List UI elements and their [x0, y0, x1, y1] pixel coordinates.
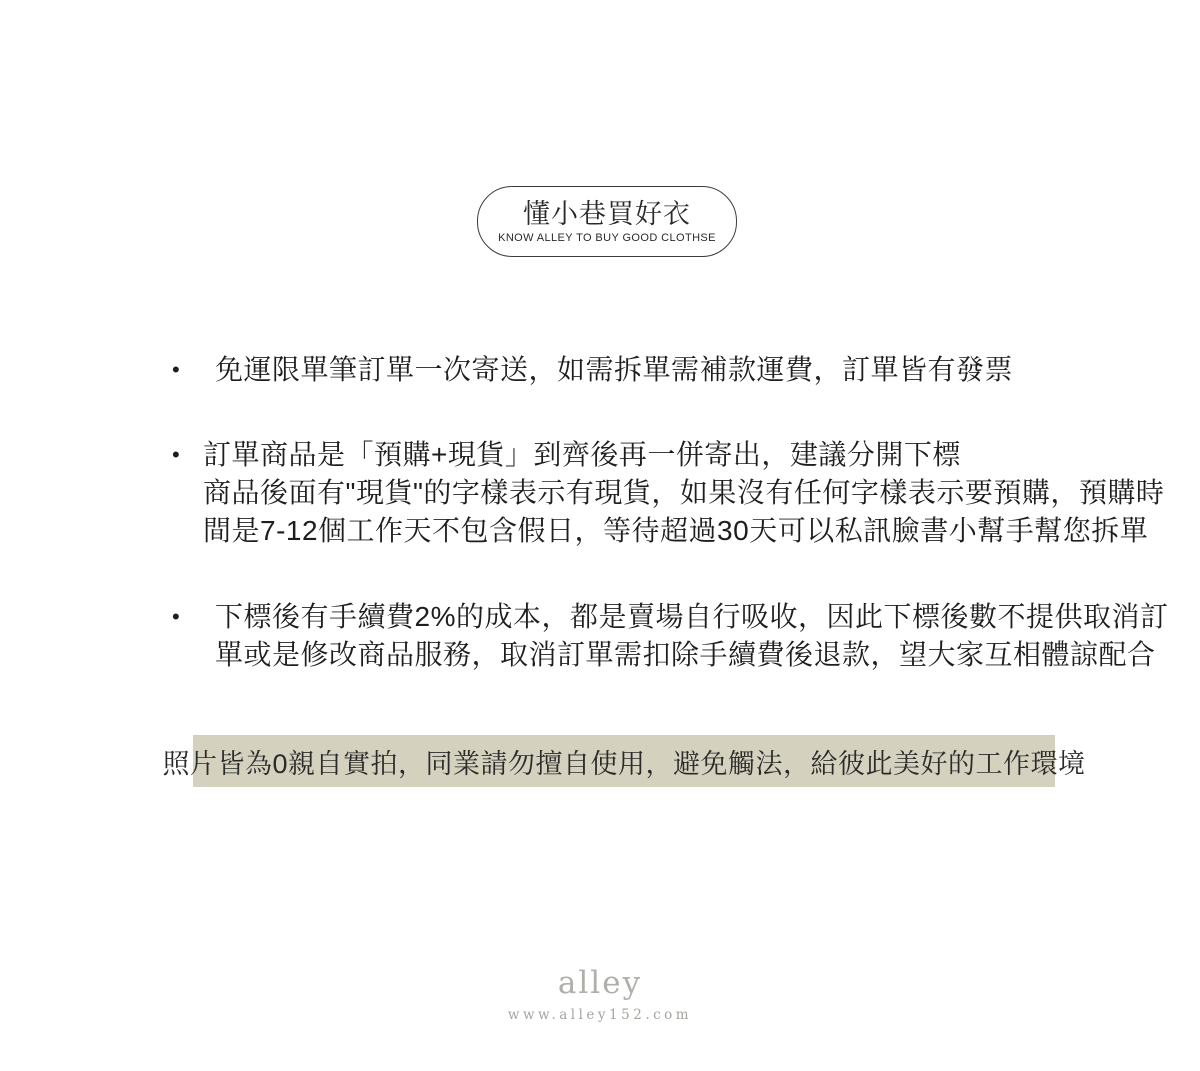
- badge-title: 懂小巷買好衣: [523, 199, 691, 229]
- bullet-dot-icon: •: [172, 357, 180, 382]
- policy-bullet-fees: [172, 598, 1169, 674]
- policy-line: 商品後面有"現貨"的字樣表示有現貨，如果沒有任何字樣表示要預購，預購時: [203, 477, 1165, 508]
- photo-copyright-notice-text: 照片皆為0親自實拍，同業請勿擅自使用，避免觸法，給彼此美好的工作環境: [162, 748, 1086, 779]
- policy-line: 單或是修改商品服務，取消訂單需扣除手續費後退款，望大家互相體諒配合: [215, 639, 1156, 670]
- policy-line: 間是7-12個工作天不包含假日，等待超過30天可以私訊臉書小幫手幫您拆單: [203, 515, 1149, 546]
- website-url: www.alley152.com: [507, 1007, 693, 1023]
- bullet-dot-icon: •: [172, 604, 180, 629]
- policy-line: 免運限單筆訂單一次寄送，如需拆單需補款運費，訂單皆有發票: [215, 354, 1014, 385]
- bullet-dot-icon: •: [172, 442, 180, 467]
- policy-bullet-text: [215, 598, 1168, 674]
- policy-bullet-text: [215, 351, 1013, 389]
- photo-copyright-notice-bar: [162, 735, 1086, 787]
- brand-badge: [477, 186, 737, 257]
- policy-bullet-shipping: [172, 351, 1082, 389]
- policy-bullet-text: [203, 436, 1164, 550]
- badge-subtitle: KNOW ALLEY TO BUY GOOD CLOTHSE: [498, 232, 716, 244]
- policy-line: 下標後有手續費2%的成本，都是賣場自行吸收，因此下標後數不提供取消訂: [215, 601, 1169, 632]
- policy-line: 訂單商品是「預購+現貨」到齊後再一併寄出，建議分開下標: [203, 439, 961, 470]
- policy-bullet-preorder: [172, 436, 1165, 550]
- brand-logo: alley: [557, 965, 643, 1001]
